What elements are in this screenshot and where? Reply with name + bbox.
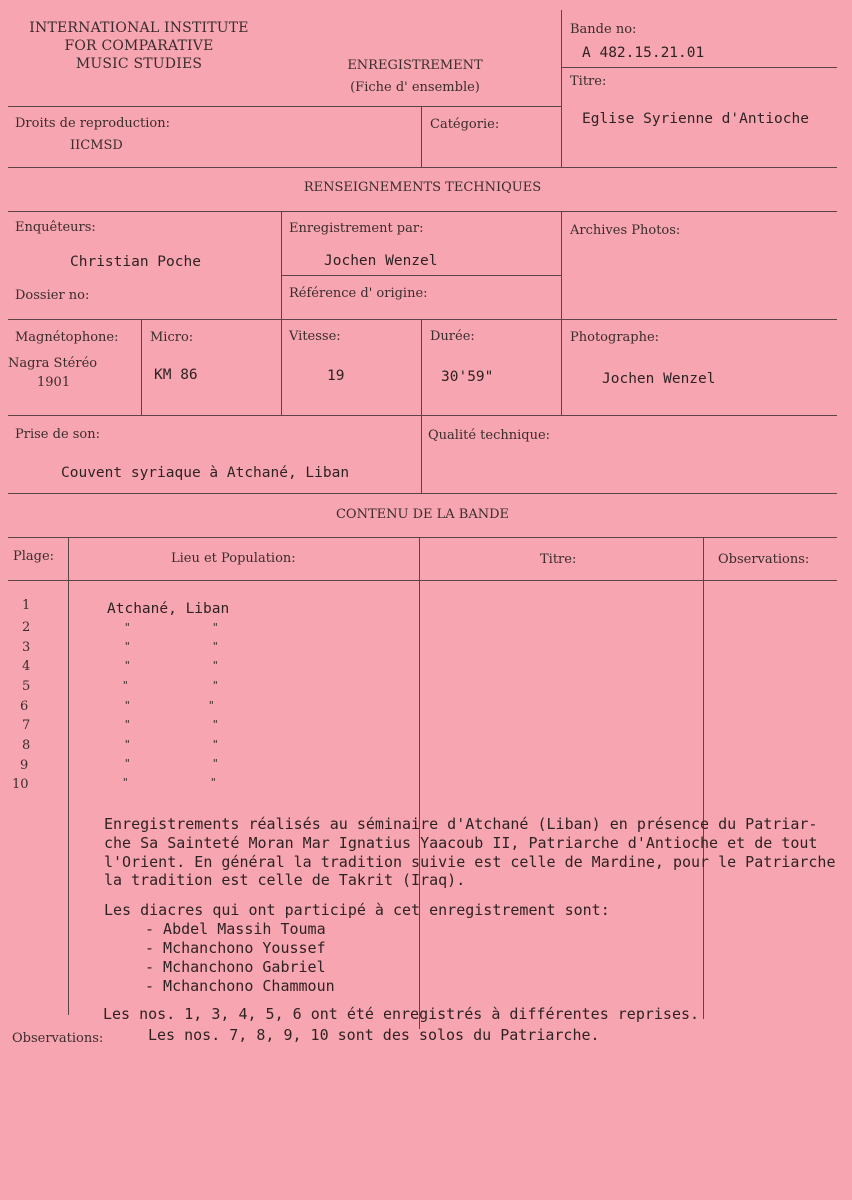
institute-name-line2: FOR COMPARATIVE <box>64 38 214 54</box>
track-number: 8 <box>22 738 31 753</box>
magnetophone-label: Magnétophone: <box>15 330 119 345</box>
dossier-label: Dossier no: <box>15 288 90 303</box>
titre-col-divider <box>419 537 420 1029</box>
tech-divider-2 <box>561 211 562 415</box>
photographe-value: Jochen Wenzel <box>602 371 716 387</box>
tech-divider-1 <box>281 211 282 415</box>
ditto-mark: " <box>124 718 131 731</box>
categorie-label: Catégorie: <box>430 117 500 132</box>
droits-label: Droits de reproduction: <box>15 116 171 131</box>
notes-paragraph-line: la tradition est celle de Takrit (Iraq). <box>104 871 466 889</box>
magnetophone-value-line2: 1901 <box>37 375 71 390</box>
note-line-2: Les nos. 7, 8, 9, 10 sont des solos du Patriarche. <box>148 1026 600 1044</box>
titre-underline <box>561 67 837 68</box>
titre-label: Titre: <box>570 74 607 89</box>
observations-label: Observations: <box>12 1031 104 1046</box>
duree-divider <box>421 319 422 415</box>
contents-header-line <box>8 580 837 581</box>
ditto-mark: " <box>124 699 131 712</box>
equipment-bottom-line <box>8 415 837 416</box>
ditto-mark: " <box>124 757 131 770</box>
track-number: 3 <box>22 640 31 655</box>
vitesse-label: Vitesse: <box>289 329 341 344</box>
enregistrement-value: Jochen Wenzel <box>324 253 438 269</box>
deacon-name: - Mchanchono Youssef <box>145 939 326 957</box>
header-divider-right <box>561 10 562 167</box>
track-1-place: Atchané, Liban <box>107 601 230 617</box>
vitesse-value: 19 <box>327 368 345 384</box>
qualite-divider <box>421 415 422 493</box>
ditto-mark: " <box>124 738 131 751</box>
ditto-mark: " <box>212 659 219 672</box>
reference-line <box>281 275 561 276</box>
photographe-label: Photographe: <box>570 330 660 345</box>
institute-name-line3: MUSIC STUDIES <box>75 56 203 72</box>
magnetophone-value-line1: Nagra Stéréo <box>8 356 98 371</box>
ditto-mark: " <box>212 738 219 751</box>
header-bottom-line <box>8 106 561 107</box>
notes-paragraph-line: l'Orient. En général la tradition suivie est celle de Mardine, pour le Patriarche <box>104 853 836 871</box>
ditto-mark: " <box>212 757 219 770</box>
archives-photos-label: Archives Photos: <box>570 223 681 238</box>
ditto-mark: " <box>212 640 219 653</box>
prise-de-son-value: Couvent syriaque à Atchané, Liban <box>61 465 350 481</box>
prise-bottom-line <box>8 493 837 494</box>
tech-row-line <box>8 319 837 320</box>
ditto-mark: " <box>124 621 131 634</box>
enregistrement-label: Enregistrement par: <box>289 221 424 236</box>
ditto-mark: " <box>122 776 129 789</box>
contents-section-title: CONTENU DE LA BANDE <box>335 507 510 522</box>
categorie-divider <box>421 106 422 167</box>
col-header-titre: Titre: <box>540 552 577 567</box>
titre-value: Eglise Syrienne d'Antioche <box>582 111 809 127</box>
bande-label: Bande no: <box>570 22 637 37</box>
ditto-mark: " <box>208 699 215 712</box>
plage-divider <box>68 537 69 1015</box>
track-number: 4 <box>22 659 31 674</box>
ditto-mark: " <box>124 640 131 653</box>
micro-label: Micro: <box>150 330 194 345</box>
micro-value: KM 86 <box>154 367 198 383</box>
form-subtitle: (Fiche d' ensemble) <box>350 80 480 95</box>
form-title: ENREGISTREMENT <box>347 58 483 73</box>
col-header-lieu: Lieu et Population: <box>171 551 296 566</box>
deacons-intro: Les diacres qui ont participé à cet enregistrement sont: <box>104 901 610 919</box>
qualite-technique-label: Qualité technique: <box>428 428 551 443</box>
notes-paragraph-line: che Sa Sainteté Moran Mar Ignatius Yaacoub II, Patriarche d'Antioche et de tout <box>104 834 818 852</box>
deacon-name: - Mchanchono Chammoun <box>145 977 335 995</box>
deacon-name: - Abdel Massih Touma <box>145 920 326 938</box>
rights-bottom-line <box>8 167 837 168</box>
ditto-mark: " <box>212 621 219 634</box>
reference-label: Référence d' origine: <box>289 286 428 301</box>
note-line-1: Les nos. 1, 3, 4, 5, 6 ont été enregistrés à différentes reprises. <box>103 1005 700 1023</box>
track-number: 10 <box>12 777 29 792</box>
track-number: 2 <box>22 620 31 635</box>
track-number: 7 <box>22 718 31 733</box>
track-number: 9 <box>20 758 29 773</box>
notes-paragraph-line: Enregistrements réalisés au séminaire d'Atchané (Liban) en présence du Patriar- <box>104 815 818 833</box>
observations-col-divider <box>703 537 704 1019</box>
deacon-name: - Mchanchono Gabriel <box>145 958 326 976</box>
track-number: 5 <box>22 679 31 694</box>
enqueteurs-label: Enquêteurs: <box>15 220 96 235</box>
bande-value: A 482.15.21.01 <box>582 45 705 61</box>
track-number: 6 <box>20 699 29 714</box>
micro-divider <box>141 319 142 415</box>
technical-section-title: RENSEIGNEMENTS TECHNIQUES <box>303 180 542 195</box>
ditto-mark: " <box>122 679 129 692</box>
duree-value: 30'59" <box>441 369 494 385</box>
ditto-mark: " <box>124 659 131 672</box>
contents-title-line <box>8 537 837 538</box>
prise-de-son-label: Prise de son: <box>15 427 101 442</box>
droits-value: IICMSD <box>70 138 123 153</box>
ditto-mark: " <box>212 718 219 731</box>
tech-title-line <box>8 211 837 212</box>
enqueteurs-value: Christian Poche <box>70 254 201 270</box>
institute-name-line1: INTERNATIONAL INSTITUTE <box>29 20 249 36</box>
duree-label: Durée: <box>430 329 475 344</box>
ditto-mark: " <box>210 776 217 789</box>
col-header-observations: Observations: <box>718 552 810 567</box>
ditto-mark: " <box>212 679 219 692</box>
track-number: 1 <box>22 598 31 613</box>
col-header-plage: Plage: <box>13 549 55 564</box>
